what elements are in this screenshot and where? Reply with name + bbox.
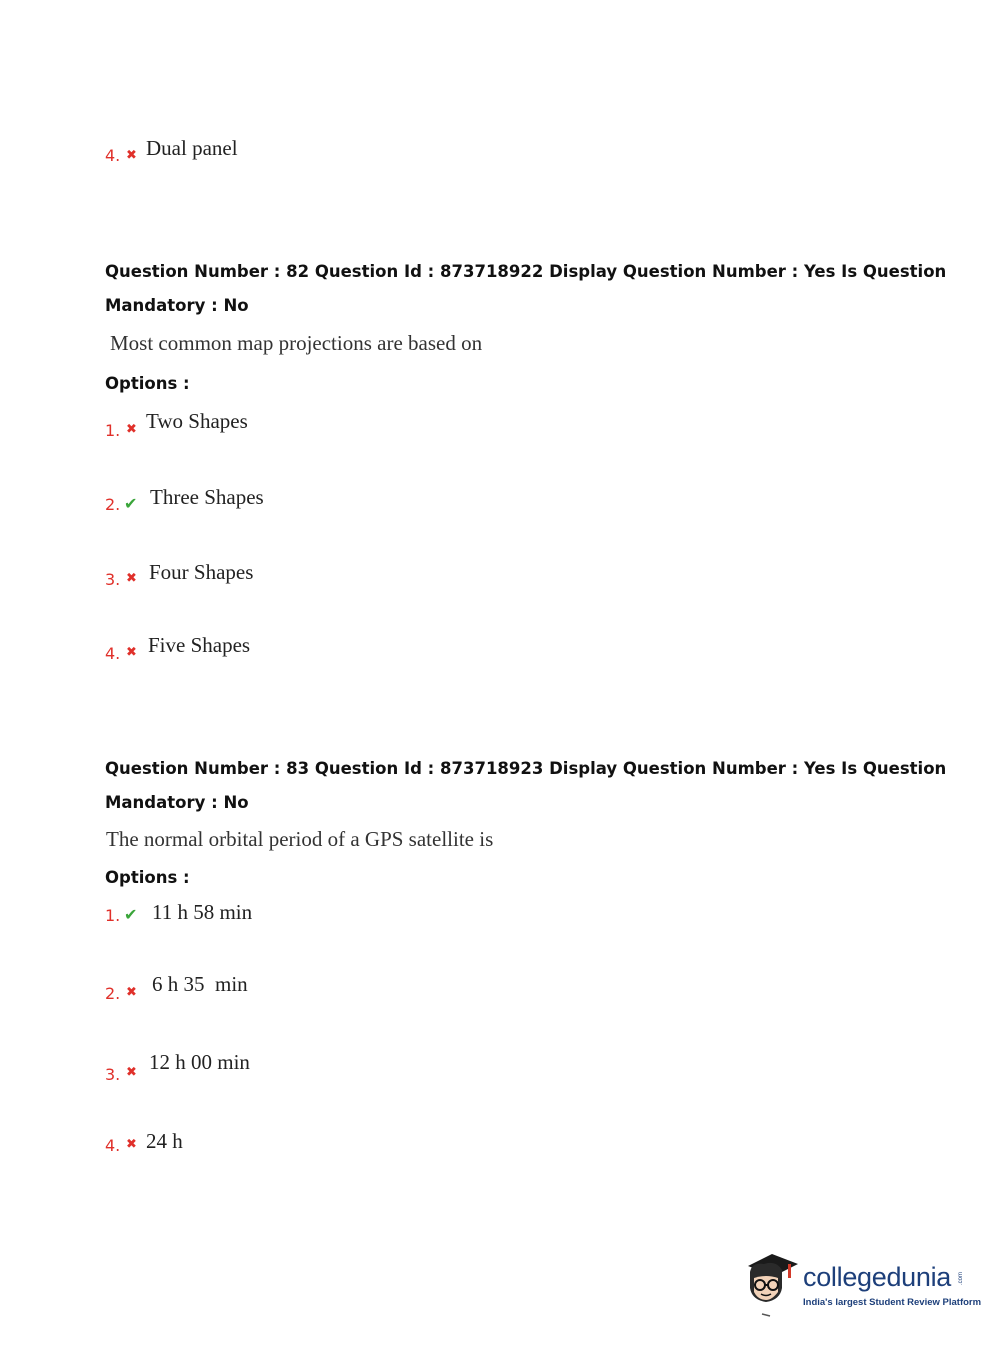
- option-number: 1.: [105, 906, 121, 925]
- wrong-answer-icon: ✖: [126, 571, 137, 586]
- option-number: 4.: [105, 146, 121, 165]
- wrong-answer-icon: ✖: [126, 985, 137, 1000]
- option-text: Dual panel: [146, 136, 238, 160]
- option-number: 2.: [105, 495, 121, 514]
- wrong-answer-icon: ✖: [126, 148, 137, 163]
- option-number: 4.: [105, 644, 121, 663]
- brand-name: collegedunia: [803, 1262, 952, 1292]
- collegedunia-mascot-icon: [742, 1248, 804, 1320]
- option-text: 11 h 58 min: [152, 900, 253, 924]
- option-number: 4.: [105, 1136, 121, 1155]
- correct-answer-icon: ✔: [124, 494, 138, 513]
- options-label: Options :: [105, 868, 190, 887]
- option-text: 24 h: [146, 1129, 183, 1153]
- question-meta-line2: Mandatory : No: [105, 793, 249, 812]
- option-number: 1.: [105, 421, 121, 440]
- option-text: 12 h 00 min: [149, 1050, 250, 1074]
- option-text: 6 h 35 min: [152, 972, 248, 996]
- question-meta-line1: Question Number : 83 Question Id : 873718923 Display Question Number : Yes Is Question: [105, 759, 947, 778]
- question-text: Most common map projections are based on: [110, 331, 483, 355]
- option-number: 3.: [105, 570, 121, 589]
- option-number: 3.: [105, 1065, 121, 1084]
- wrong-answer-icon: ✖: [126, 1137, 137, 1152]
- option-text: Three Shapes: [150, 485, 264, 509]
- option-text: Five Shapes: [148, 633, 251, 657]
- option-text: Two Shapes: [146, 409, 248, 433]
- question-meta-line2: Mandatory : No: [105, 296, 249, 315]
- wrong-answer-icon: ✖: [126, 1065, 137, 1080]
- correct-answer-icon: ✔: [124, 905, 138, 924]
- question-text: The normal orbital period of a GPS satellite is: [106, 827, 494, 851]
- options-label: Options :: [105, 374, 190, 393]
- brand-tagline: India's largest Student Review Platform: [803, 1297, 982, 1308]
- wrong-answer-icon: ✖: [126, 422, 137, 437]
- option-text: Four Shapes: [149, 560, 254, 584]
- option-number: 2.: [105, 984, 121, 1003]
- wrong-answer-icon: ✖: [126, 645, 137, 660]
- question-meta-line1: Question Number : 82 Question Id : 873718922 Display Question Number : Yes Is Question: [105, 262, 947, 281]
- brand-domain: .com: [958, 1272, 964, 1286]
